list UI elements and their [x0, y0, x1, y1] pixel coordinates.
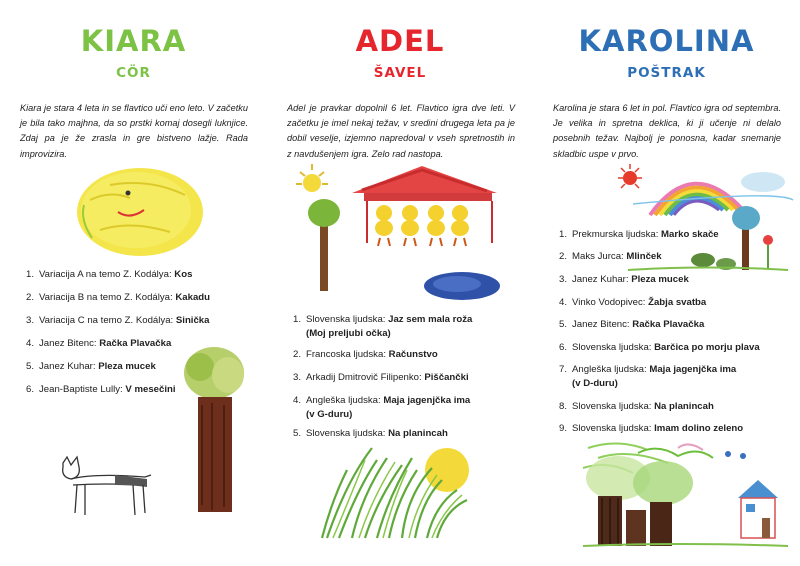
performer-bio: Adel je pravkar dopolnil 6 let. Flavtico igra dve leti. V začetku je imel nekaj težav, v sredini drugega leta pa je dobil veselje, izjemno napredoval v vseh spretnostih in z navdušenjem igra. Zelo rad nastopa.	[287, 103, 515, 159]
column-kiara: KIARA CÖR Kiara je stara 4 leta in se flavtico uči eno leto. V začetku je bila tako majhna, da so prstki komaj dosegli luknjice. Zdaj pa je že zrasla in gre bistveno lažje. Rada improvizira. 1. Variacija A na temo Z. Kodálya: Kos 2. Variacija B na temo Z. Kodálya: Kakadu 3. Variacija C na temo Z. Kodálya: Siničk​a 4. Janez Bitenc: Račka Plavačka 5. Janez Kuhar: Pleza mucek 6. Jean-Baptiste Lully: V mesečini	[0, 0, 267, 566]
grass-sun-drawing	[317, 440, 477, 540]
sun-drawing	[70, 160, 210, 260]
forest-house-drawing	[578, 438, 793, 550]
column-adel: ADEL ŠAVEL Adel je pravkar dopolnil 6 let. Flavtico igra dve leti. V začetku je imel nekaj težav, v sredini drugega leta pa je dobil veselje, izjemno napredoval v vseh spretnostih in z navdušenjem igra. Zelo rad nastopa. 1. Slovenska ljudska: Jaz sem mala roža (Moj preljubi očka) 2. Francoska ljudska: Računstvo 3. Arkadij Dmitrovič Filipenko: Piščančki 4. Angleška ljudska: Maja jagenjčka ima (v G-duru) 5. Slovenska ljudska: Na planincah	[267, 0, 533, 566]
cat-drawing	[55, 455, 160, 525]
performer-name: KIARA	[80, 24, 187, 58]
tree-drawing	[180, 345, 250, 520]
chicks-house-drawing	[292, 158, 517, 308]
performer-surname: CÖR	[116, 65, 151, 81]
performer-surname: ŠAVEL	[373, 65, 427, 81]
performer-surname: POŠTRAK	[627, 65, 706, 81]
performer-name: ADEL	[355, 24, 445, 58]
column-karolina: KAROLINA POŠTRAK Karolina je stara 6 let in pol. Flavtico igra od septembra. Je velika in spretna deklica, ki ji učenje ni delalo posebnih težav. Najbolj je ponosna, kadar snemanje skladbic uspe v prvo. 1. Prekmurska ljudska: Marko skače 2. Maks Jurca: Mlinček 3. Janez Kuhar: Pleza mucek 4. Vinko Vodopivec: Žabja svatba 5. Janez Bitenc: Račka Plavačka 6. Slovenska ljudska: Barčica po morju plava 7. Angleška ljudska: Maja jagenjčka ima (v D-duru) 8. Slovenska ljudska: Na planincah 9. Slovenska ljudska: Imam dolino zeleno	[533, 0, 800, 566]
performer-bio: Karolina je stara 6 let in pol. Flavtico igra od septembra. Je velika in spretna deklica, ki ji učenje ni delalo posebnih težav. Najbolj je ponosna, kadar snemanje skladbic uspe v prvo.	[553, 103, 781, 159]
performer-name: KAROLINA	[578, 24, 755, 58]
performer-bio: Kiara je stara 4 leta in se flavtico uči eno leto. V začetku je bila tako majhna, da so prstki komaj dosegli luknjice. Zdaj pa je že zrasla in gre bistveno lažje. Rada improvizira.	[20, 103, 248, 159]
